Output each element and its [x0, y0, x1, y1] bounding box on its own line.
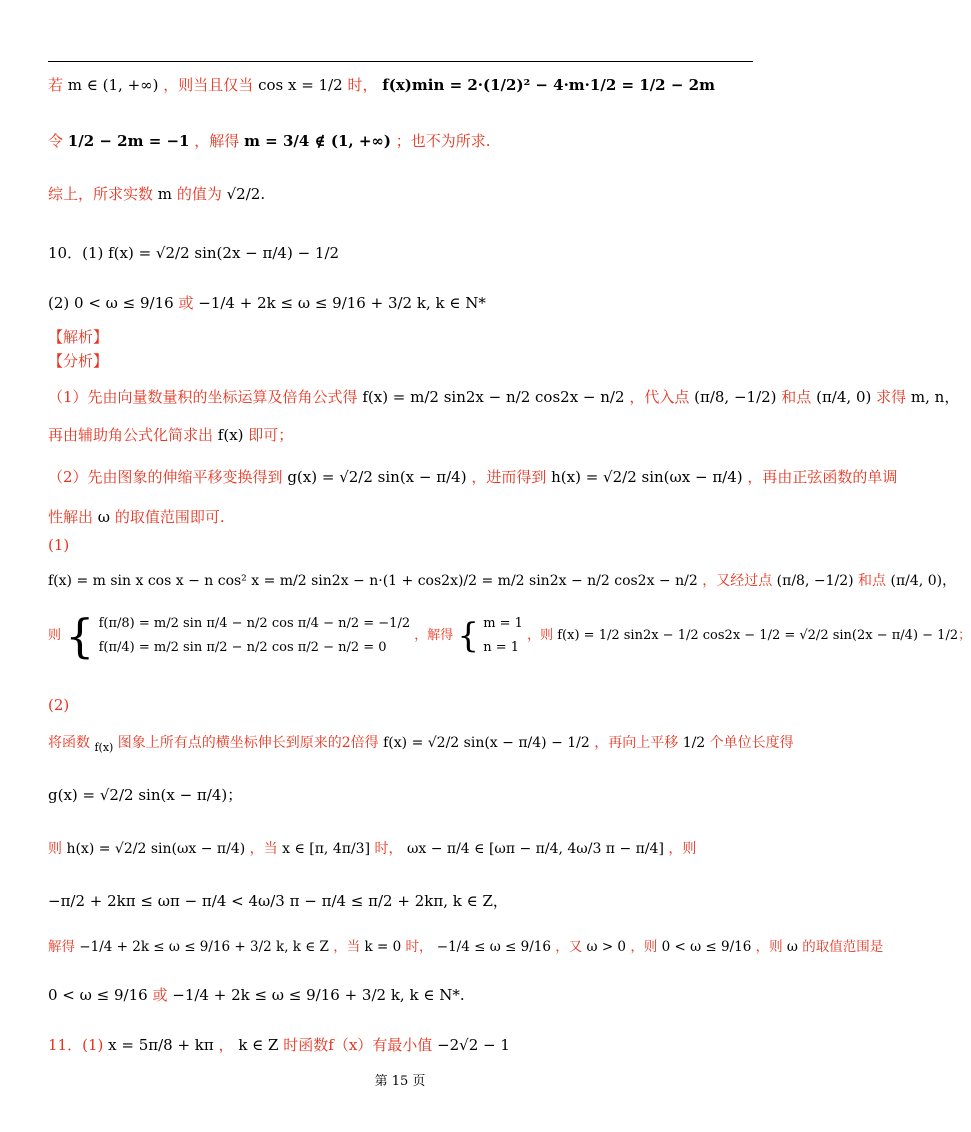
line-06: 【解析】	[48, 328, 109, 346]
line-22: 11．(1) x = 5π/8 + kπ ， k ∈ Z 时函数f（x）有最小值 −2√2 − 1	[48, 1036, 510, 1054]
left-brace-icon: {	[65, 609, 95, 663]
line-19: −π/2 + 2kπ ≤ ωπ − π/4 < 4ω/3 π − π/4 ≤ π/2 + 2kπ, k ∈ Z，	[48, 892, 508, 910]
line-11: 性解出 ω 的取值范围即可.	[48, 508, 225, 526]
solution-system: m = 1 n = 1	[483, 616, 523, 655]
left-brace-icon: {	[457, 616, 480, 656]
line-04: 10．(1) f(x) = √2/2 sin(2x − π/4) − 1/2	[48, 244, 340, 262]
line-08: （1）先由向量数量积的坐标运算及倍角公式得 f(x) = m/2 sin2x − n/2 cos2x − n/2 ，代入点 (π/8, −1/2) 和点 (π/4, 0) 求得 m, n，	[48, 388, 960, 406]
line-03: 综上，所求实数 m 的值为 √2/2.	[48, 185, 266, 203]
line-07: 【分析】	[48, 352, 109, 370]
header-rule	[48, 61, 753, 62]
equation-system: f(π/8) = m/2 sin π/4 − n/2 cos π/4 − n/2 = −1/2 f(π/4) = m/2 sin π/2 − n/2 cos π/2 − n/2 = 0	[98, 616, 411, 655]
line-12: (1)	[48, 536, 70, 554]
line-16: 将函数 $_{f(x)}$ 图象上所有点的横坐标伸长到原来的2倍得 f(x) = √2/2 sin(x − π/4) − 1/2 ，再向上平移 1/2 个单位长度得	[48, 735, 794, 754]
line-14: 则 { f(π/8) = m/2 sin π/4 − n/2 cos π/4 − n/2 = −1/2 f(π/4) = m/2 sin π/2 − n/2 cos π/2 − n/2 = 0 ，解得 { m = 1 n = 1 ，则 f(x) = 1/2 sin2x − 1/2 cos2x − 1/2 = √2/2 sin(2x − π/4) − 1/2；	[48, 609, 971, 663]
line-21: 0 < ω ≤ 9/16 或 −1/4 + 2k ≤ ω ≤ 9/16 + 3/2 k, k ∈ N*.	[48, 986, 465, 1004]
page-number: 第 15 页	[374, 1074, 426, 1089]
line-15: (2)	[48, 696, 70, 714]
line-05: (2) 0 < ω ≤ 9/16 或 −1/4 + 2k ≤ ω ≤ 9/16 + 3/2 k, k ∈ N*	[48, 294, 486, 312]
line-13: f(x) = m sin x cos x − n cos² x = m/2 sin2x − n·(1 + cos2x)/2 = m/2 sin2x − n/2 cos2x − n/2 ，又经过点 (π/8, −1/2) 和点 (π/4, 0)，	[48, 573, 957, 589]
line-20: 解得 −1/4 + 2k ≤ ω ≤ 9/16 + 3/2 k, k ∈ Z ，当 k = 0 时， −1/4 ≤ ω ≤ 9/16 ，又 ω > 0 ，则 0 < ω ≤ 9/16 ，则 ω 的取值范围是	[48, 939, 884, 955]
line-18: 则 h(x) = √2/2 sin(ωx − π/4) ，当 x ∈ [π, 4π/3] 时， ωx − π/4 ∈ [ωπ − π/4, 4ω/3 π − π/4] ，则	[48, 841, 697, 857]
line-10: （2）先由图象的伸缩平移变换得到 g(x) = √2/2 sin(x − π/4) ，进而得到 h(x) = √2/2 sin(ωx − π/4) ，再由正弦函数的单调	[48, 468, 898, 486]
line-09: 再由辅助角公式化简求出 f(x) 即可；	[48, 426, 294, 444]
line-01: 若 m ∈ (1, +∞) ，则当且仅当 cos x = 1/2 时， f(x)min = 2·(1/2)² − 4·m·1/2 = 1/2 − 2m	[48, 76, 715, 94]
line-02: 令 1/2 − 2m = −1 ，解得 m = 3/4 ∉ (1, +∞) ；也不为所求.	[48, 132, 491, 150]
line-17: g(x) = √2/2 sin(x − π/4)；	[48, 786, 243, 804]
